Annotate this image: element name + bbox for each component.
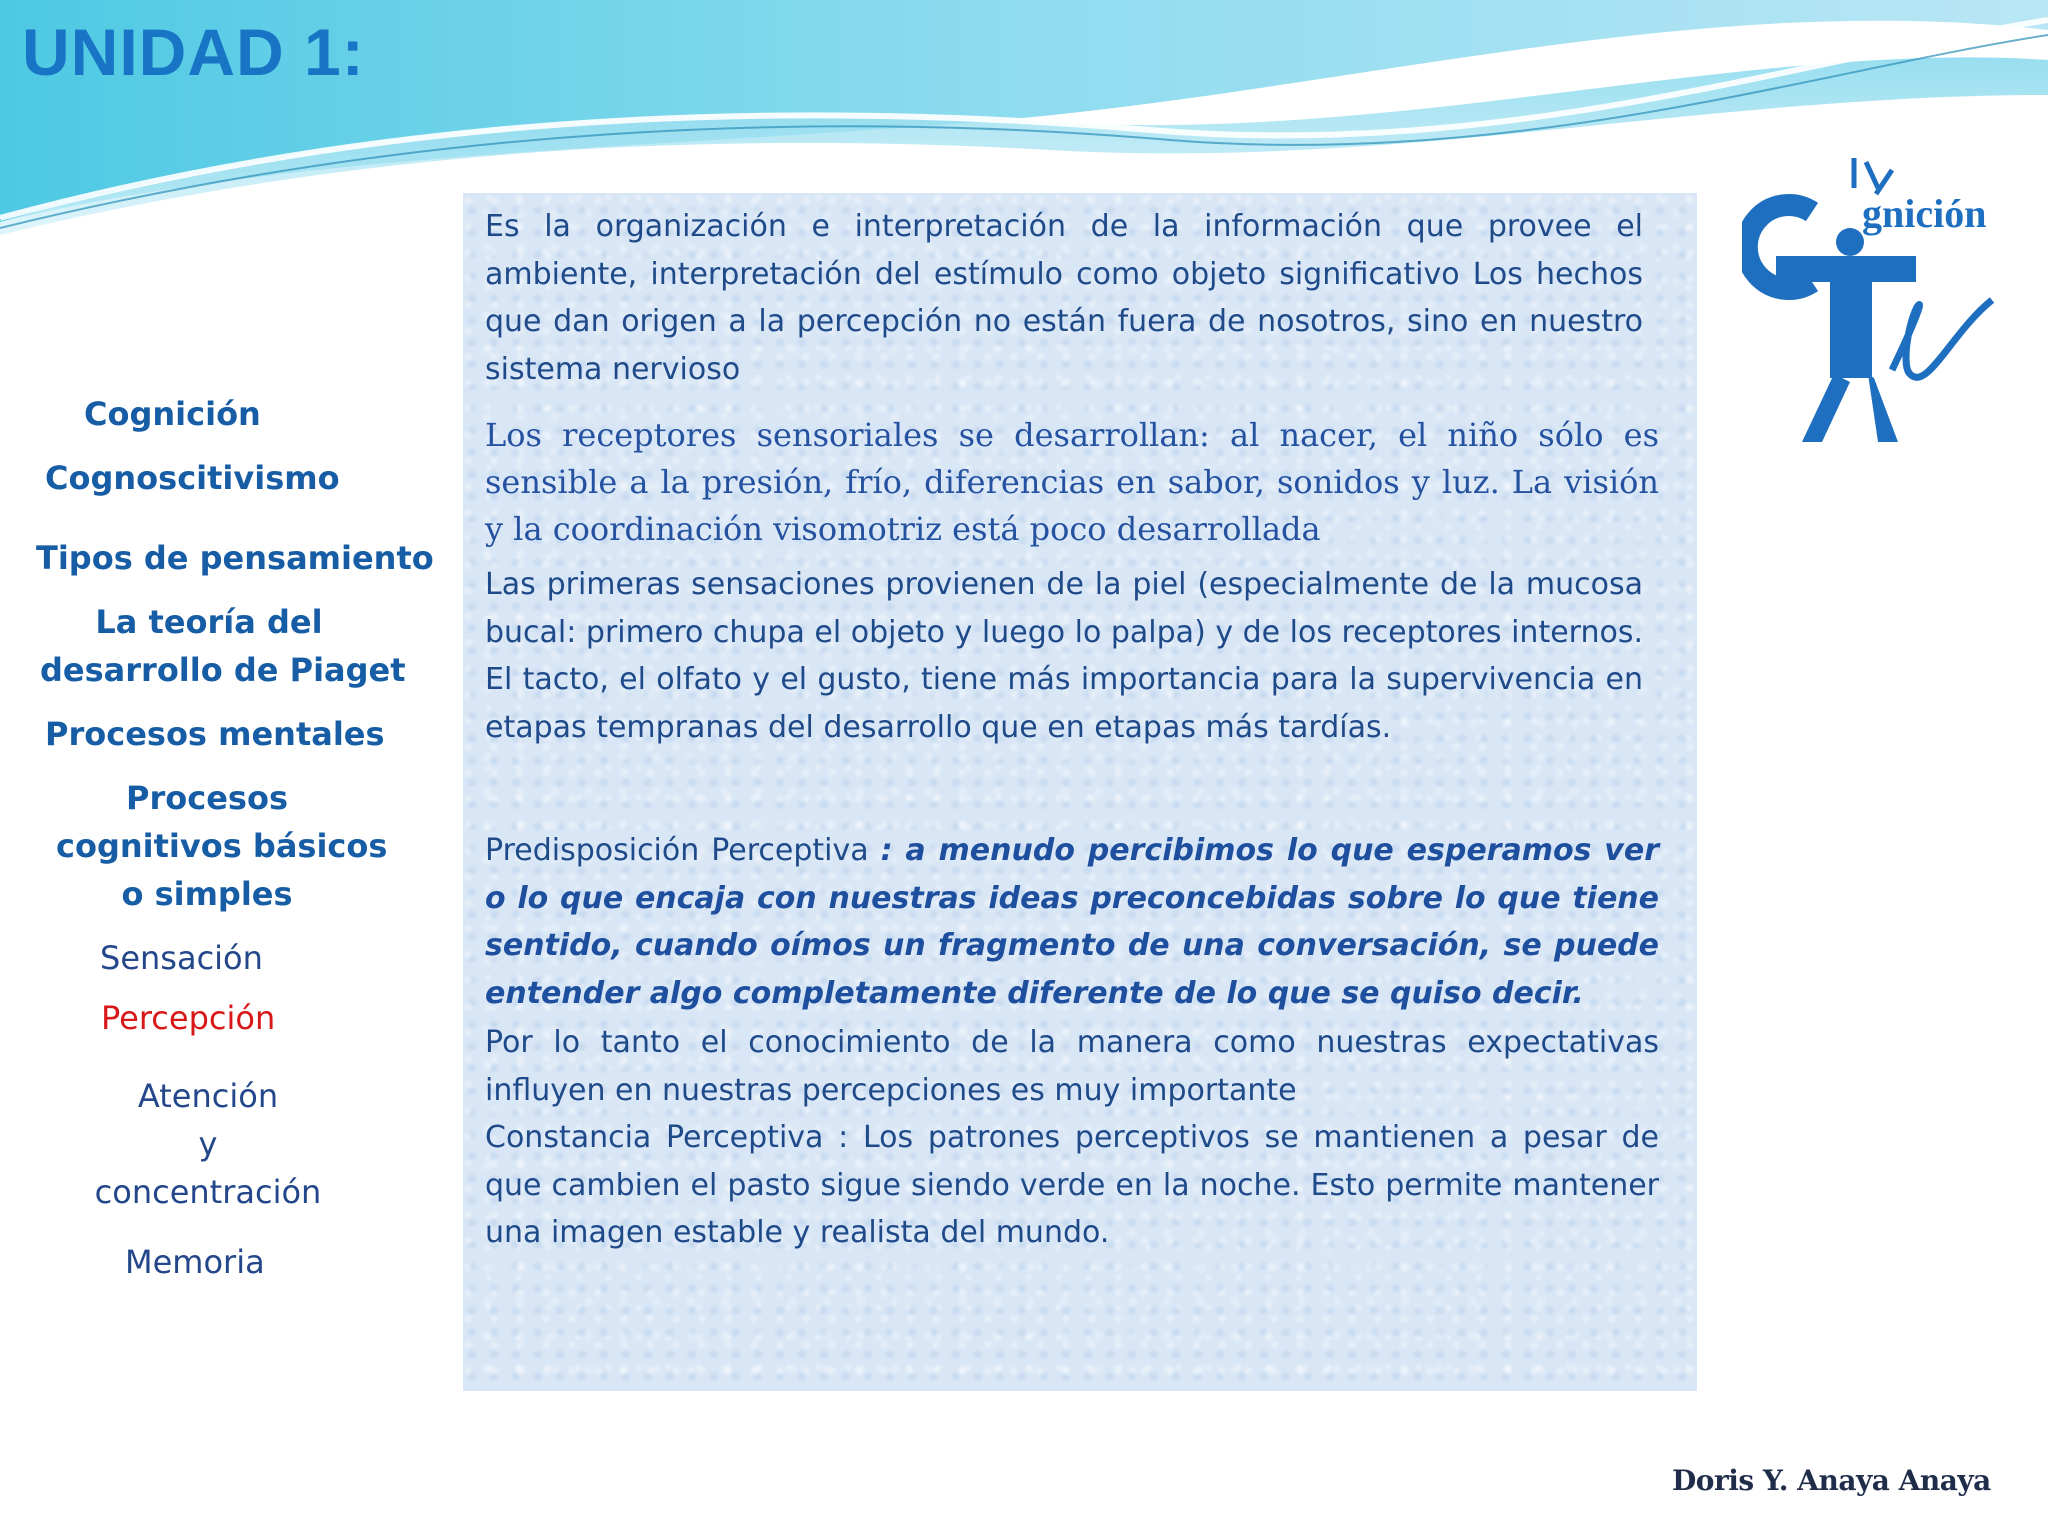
sidebar-item-atencion-concentracion[interactable] [86, 1072, 330, 1216]
author-signature: Doris Y. Anaya Anaya [1672, 1464, 1991, 1497]
sidebar-item-sensacion[interactable]: Sensación [100, 939, 263, 977]
sidebar-item-percepcion[interactable]: Percepción [101, 999, 276, 1037]
sidebar-item-cognoscitivismo[interactable]: Cognoscitivismo [45, 459, 340, 497]
sidebar-item-cognicion[interactable]: Cognición [84, 395, 261, 433]
definition-paragraph: Es la organización e interpretación de la información que provee el ambiente, interpretación del estímulo como objeto significativo Los hechos que dan origen a la percepción no están fuera de nosotros, sino en nuestro sistema nervioso [485, 209, 1643, 387]
sidebar-item-tipos-de-pensamiento[interactable]: Tipos de pensamiento [36, 539, 434, 577]
cognicion-logo-icon [1742, 142, 2004, 452]
receptores-paragraph: Los receptores sensoriales se desarrollan: al nacer, el niño sólo es sensible a la presión, frío, diferencias en sabor, sonidos y luz. La visión y la coordinación visomotriz está poco desarrollada [485, 416, 1659, 548]
sidebar-item-procesos-cognitivos-basicos[interactable] [56, 774, 388, 918]
predisposicion-paragraph [485, 827, 1659, 1017]
sidebar-item-label: cognitivos básicos [56, 827, 388, 865]
sidebar-item-label: Procesos [126, 779, 288, 817]
sensaciones-paragraph: Las primeras sensaciones provienen de la piel (especialmente de la mucosa bucal: primero chupa el objeto y luego lo palpa) y de los receptores internos. El tacto, el olfato y el gusto, tiene más importancia para la supervivencia en etapas tempranas del desarrollo que en etapas más tardías. [485, 567, 1643, 745]
expectativas-paragraph: Por lo tanto el conocimiento de la manera como nuestras expectativas influyen en nuestras percepciones es muy importante [485, 1025, 1659, 1108]
sidebar-item-memoria[interactable]: Memoria [125, 1243, 265, 1281]
sidebar-item-label: La teoría del [95, 603, 323, 641]
predisposicion-term: Predisposición Perceptiva [485, 833, 881, 868]
cognicion-logo [1742, 142, 2004, 452]
sidebar-item-teoria-piaget[interactable] [40, 598, 406, 694]
predisposicion-emphasis: : a menudo percibimos lo que esperamos ver o lo que encaja con nuestras ideas preconcebidas sobre lo que tiene sentido, cuando oímos un fragmento de una conversación, se puede entender algo completamente diferente de lo que se quiso decir. [485, 833, 1659, 1011]
sidebar-item-label: desarrollo de Piaget [40, 651, 406, 689]
constancia-paragraph: Constancia Perceptiva : Los patrones perceptivos se mantienen a pesar de que cambien el pasto sigue siendo verde en la noche. Esto permite mantener una imagen estable y realista del mundo. [485, 1120, 1659, 1250]
sidebar-item-label: y [198, 1125, 218, 1163]
sidebar-item-label: o simples [121, 875, 293, 913]
logo-text: gnición [1862, 191, 1987, 236]
sidebar-item-procesos-mentales[interactable]: Procesos mentales [45, 715, 385, 753]
sidebar-item-label: concentración [94, 1173, 322, 1211]
sidebar-item-label: Atención [137, 1077, 279, 1115]
slide-title: UNIDAD 1: [22, 15, 365, 89]
